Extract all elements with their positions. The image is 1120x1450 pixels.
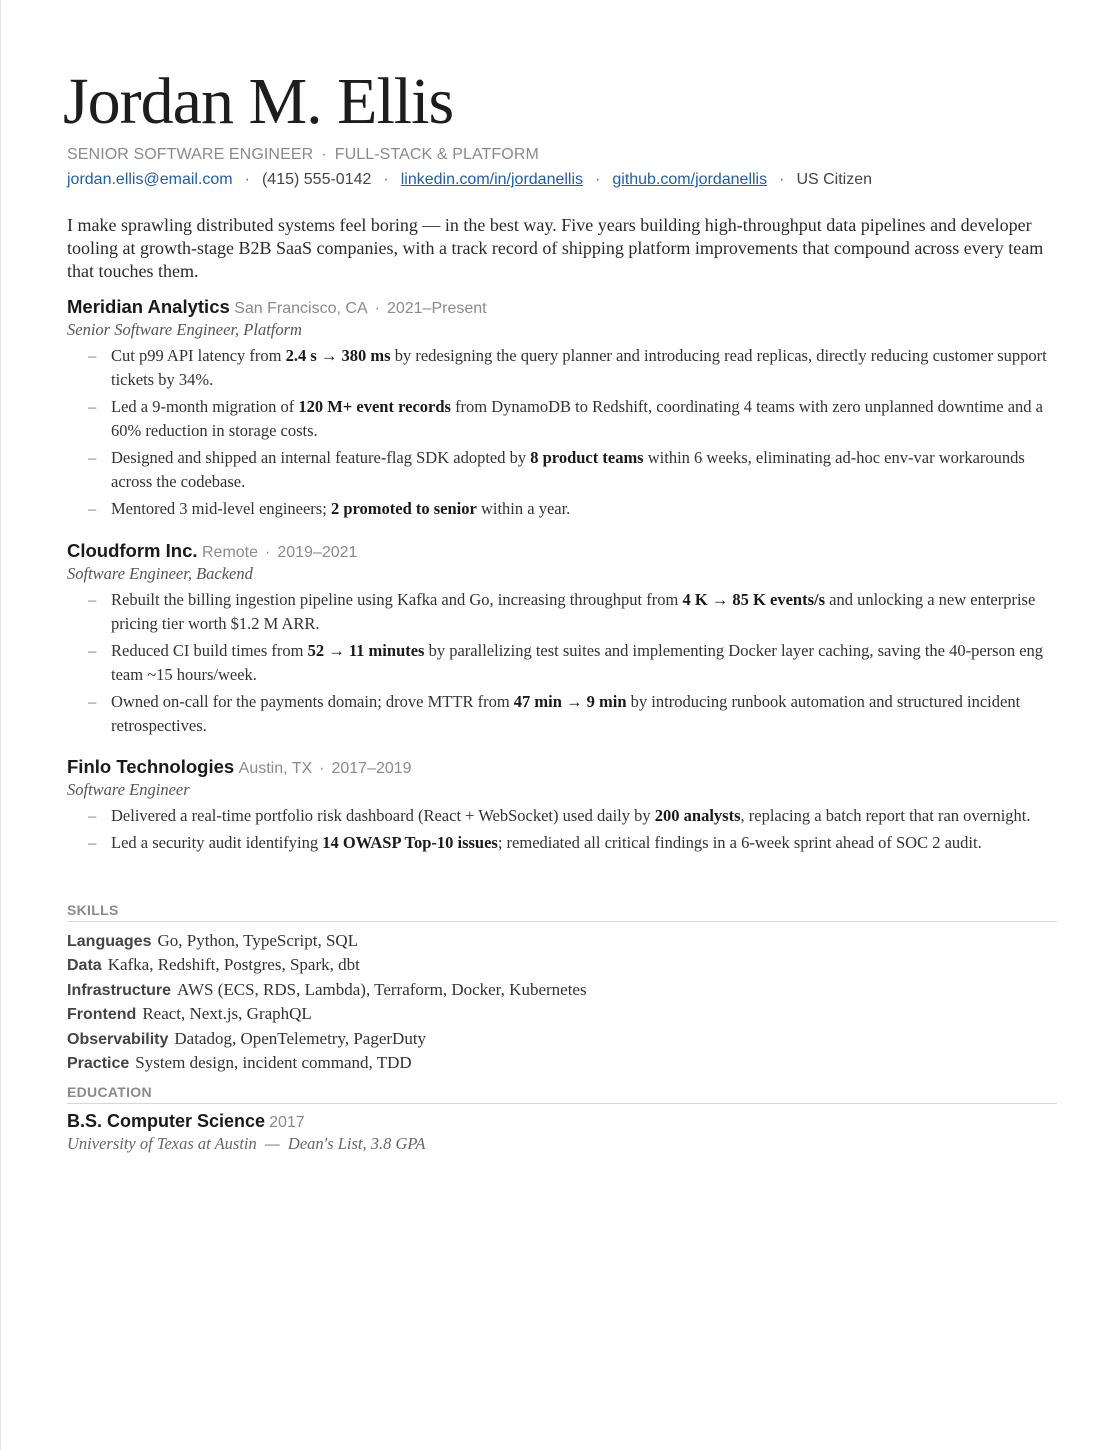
skill-value: Datadog, OpenTelemetry, PagerDuty [174, 1028, 427, 1048]
headline-title: SENIOR SOFTWARE ENGINEER [67, 146, 314, 163]
job-bullets [67, 804, 1057, 855]
phone-number: (415) 555-0142 [261, 171, 372, 188]
skill-label: Observability [67, 1030, 169, 1048]
summary-paragraph: I make sprawling distributed systems feel boring — in the best way. Five years building high-throughput data pipelines and developer tooling at growth-stage B2B SaaS companies, with a track record of shipping platform improvements that compound across every team that touches them. [67, 215, 1044, 281]
bullet-text: by redesigning the query planner and introducing read replicas, directly reducing customer support tickets by 34%. [111, 346, 1047, 389]
bullet-text: by parallelizing test suites and implementing Docker layer caching, saving the 40-person eng team ~15 hours/week. [111, 641, 1044, 684]
job-header [67, 756, 1057, 778]
skill-value: React, Next.js, GraphQL [142, 1004, 312, 1024]
skill-label: Practice [67, 1055, 130, 1073]
bullet-text: Cut p99 API latency from [111, 346, 286, 365]
bullet-text: Led a 9-month migration of [111, 397, 299, 416]
job-dates: 2021–Present [386, 300, 487, 317]
job-dates: 2017–2019 [331, 760, 412, 777]
highlight-metric: 2.4 s → 380 ms [285, 346, 391, 365]
highlight-metric: 52 → 11 minutes [307, 641, 425, 660]
job-role: Senior Software Engineer, Platform [67, 320, 302, 339]
highlight-metric: 2 promoted to senior [330, 499, 477, 518]
skill-label: Languages [67, 933, 152, 950]
job-meridian-analytics [67, 296, 1057, 524]
bullet-text: Led a security audit identifying [111, 833, 323, 852]
highlight-metric: 14 OWASP Top-10 issues [322, 833, 498, 852]
school-line [67, 1134, 1057, 1154]
skills-section-title: SKILLS [67, 902, 1057, 922]
skill-value: AWS (ECS, RDS, Lambda), Terraform, Docker, Kubernetes [177, 979, 587, 999]
job-role: Software Engineer [67, 780, 190, 799]
school-name: University of Texas at Austin [67, 1134, 257, 1153]
github-link[interactable]: github.com/jordanellis [612, 171, 768, 188]
headline-separator: · [321, 146, 327, 163]
bullet-text: within a year. [476, 499, 571, 518]
linkedin-link[interactable]: linkedin.com/in/jordanellis [400, 171, 584, 188]
company-name: Meridian Analytics [67, 296, 230, 317]
degree-name: B.S. Computer Science [67, 1111, 266, 1131]
bullet-item [67, 344, 1057, 392]
contact-separator: · [595, 171, 601, 188]
candidate-name: Jordan M. Ellis [63, 65, 454, 138]
company-name: Cloudform Inc. [67, 540, 198, 561]
bullet-item [67, 588, 1057, 636]
degree-line [67, 1111, 1057, 1132]
skill-value: System design, incident command, TDD [135, 1053, 412, 1073]
company-name: Finlo Technologies [67, 756, 235, 777]
contact-separator: · [244, 171, 250, 188]
education-entry [67, 1111, 1057, 1154]
skill-label: Frontend [67, 1006, 137, 1024]
bullet-text: Mentored 3 mid-level engineers; [111, 499, 331, 518]
education-section-title: EDUCATION [67, 1084, 1057, 1104]
headline [67, 146, 539, 164]
job-dates: 2019–2021 [277, 544, 358, 561]
bullet-text: from DynamoDB to Redshift, coordinating 4 teams with zero unplanned downtime and a 60% reduction in storage costs. [111, 397, 1043, 440]
highlight-metric: 4 K → 85 K events/s [682, 590, 825, 609]
bullet-text: , replacing a batch report that ran overnight. [740, 806, 1031, 825]
bullet-item [67, 446, 1057, 494]
contact-line [67, 171, 872, 189]
bullet-text: Reduced CI build times from [111, 641, 308, 660]
bullet-item [67, 831, 1057, 855]
job-finlo-technologies [67, 756, 1057, 858]
bullet-text: and unlocking a new enterprise pricing tier worth $1.2 M ARR. [111, 590, 1036, 633]
bullet-text: Rebuilt the billing ingestion pipeline using Kafka and Go, increasing throughput from [111, 590, 683, 609]
graduation-year: 2017 [269, 1114, 305, 1131]
bullet-text: Designed and shipped an internal feature-flag SDK adopted by [111, 448, 531, 467]
skill-row-data [67, 953, 1057, 977]
highlight-metric: 200 analysts [654, 806, 741, 825]
meta-separator: · [374, 300, 380, 317]
contact-separator: · [383, 171, 389, 188]
email-link[interactable]: jordan.ellis@email.com [67, 171, 233, 188]
job-meta [239, 760, 412, 777]
highlight-metric: 47 min → 9 min [513, 692, 627, 711]
job-bullets [67, 588, 1057, 738]
bullet-item [67, 690, 1057, 738]
meta-separator: · [319, 760, 325, 777]
job-meta [234, 300, 486, 317]
bullet-text: by introducing runbook automation and structured incident retrospectives. [111, 692, 1021, 735]
job-role: Software Engineer, Backend [67, 564, 253, 583]
contact-separator: · [779, 171, 785, 188]
job-cloudform-inc [67, 540, 1057, 741]
highlight-metric: 120 M+ event records [298, 397, 451, 416]
bullet-item [67, 639, 1057, 687]
job-header [67, 540, 1057, 562]
bullet-item [67, 395, 1057, 443]
job-location: Austin, TX [238, 760, 313, 777]
job-location: San Francisco, CA [234, 300, 368, 317]
bullet-item [67, 804, 1057, 828]
skill-label: Infrastructure [67, 981, 172, 999]
job-meta [202, 544, 357, 561]
skill-row-languages [67, 929, 1057, 953]
skill-label: Data [67, 957, 102, 975]
job-bullets [67, 344, 1057, 521]
school-dash: — [265, 1134, 280, 1153]
citizenship: US Citizen [796, 171, 873, 188]
job-header [67, 296, 1057, 318]
job-location: Remote [201, 544, 259, 561]
bullet-text: ; remediated all critical findings in a 6-week sprint ahead of SOC 2 audit. [497, 833, 982, 852]
skill-row-frontend [67, 1002, 1057, 1026]
school-honors: Dean's List, 3.8 GPA [287, 1134, 426, 1153]
skill-value: Go, Python, TypeScript, SQL [157, 931, 359, 950]
bullet-text: Owned on-call for the payments domain; drove MTTR from [111, 692, 514, 711]
skill-value: Kafka, Redshift, Postgres, Spark, dbt [107, 955, 360, 975]
skills-list [67, 929, 1057, 1075]
skill-row-observability [67, 1027, 1057, 1051]
skill-row-infrastructure [67, 978, 1057, 1002]
bullet-text: Delivered a real-time portfolio risk dashboard (React + WebSocket) used daily by [111, 806, 655, 825]
headline-specialty: FULL-STACK & PLATFORM [334, 146, 539, 163]
bullet-item [67, 497, 1057, 521]
skill-row-practice [67, 1051, 1057, 1075]
bullet-text: within 6 weeks, eliminating ad-hoc env-var workarounds across the codebase. [111, 448, 1025, 491]
highlight-metric: 8 product teams [530, 448, 644, 467]
meta-separator: · [265, 544, 271, 561]
